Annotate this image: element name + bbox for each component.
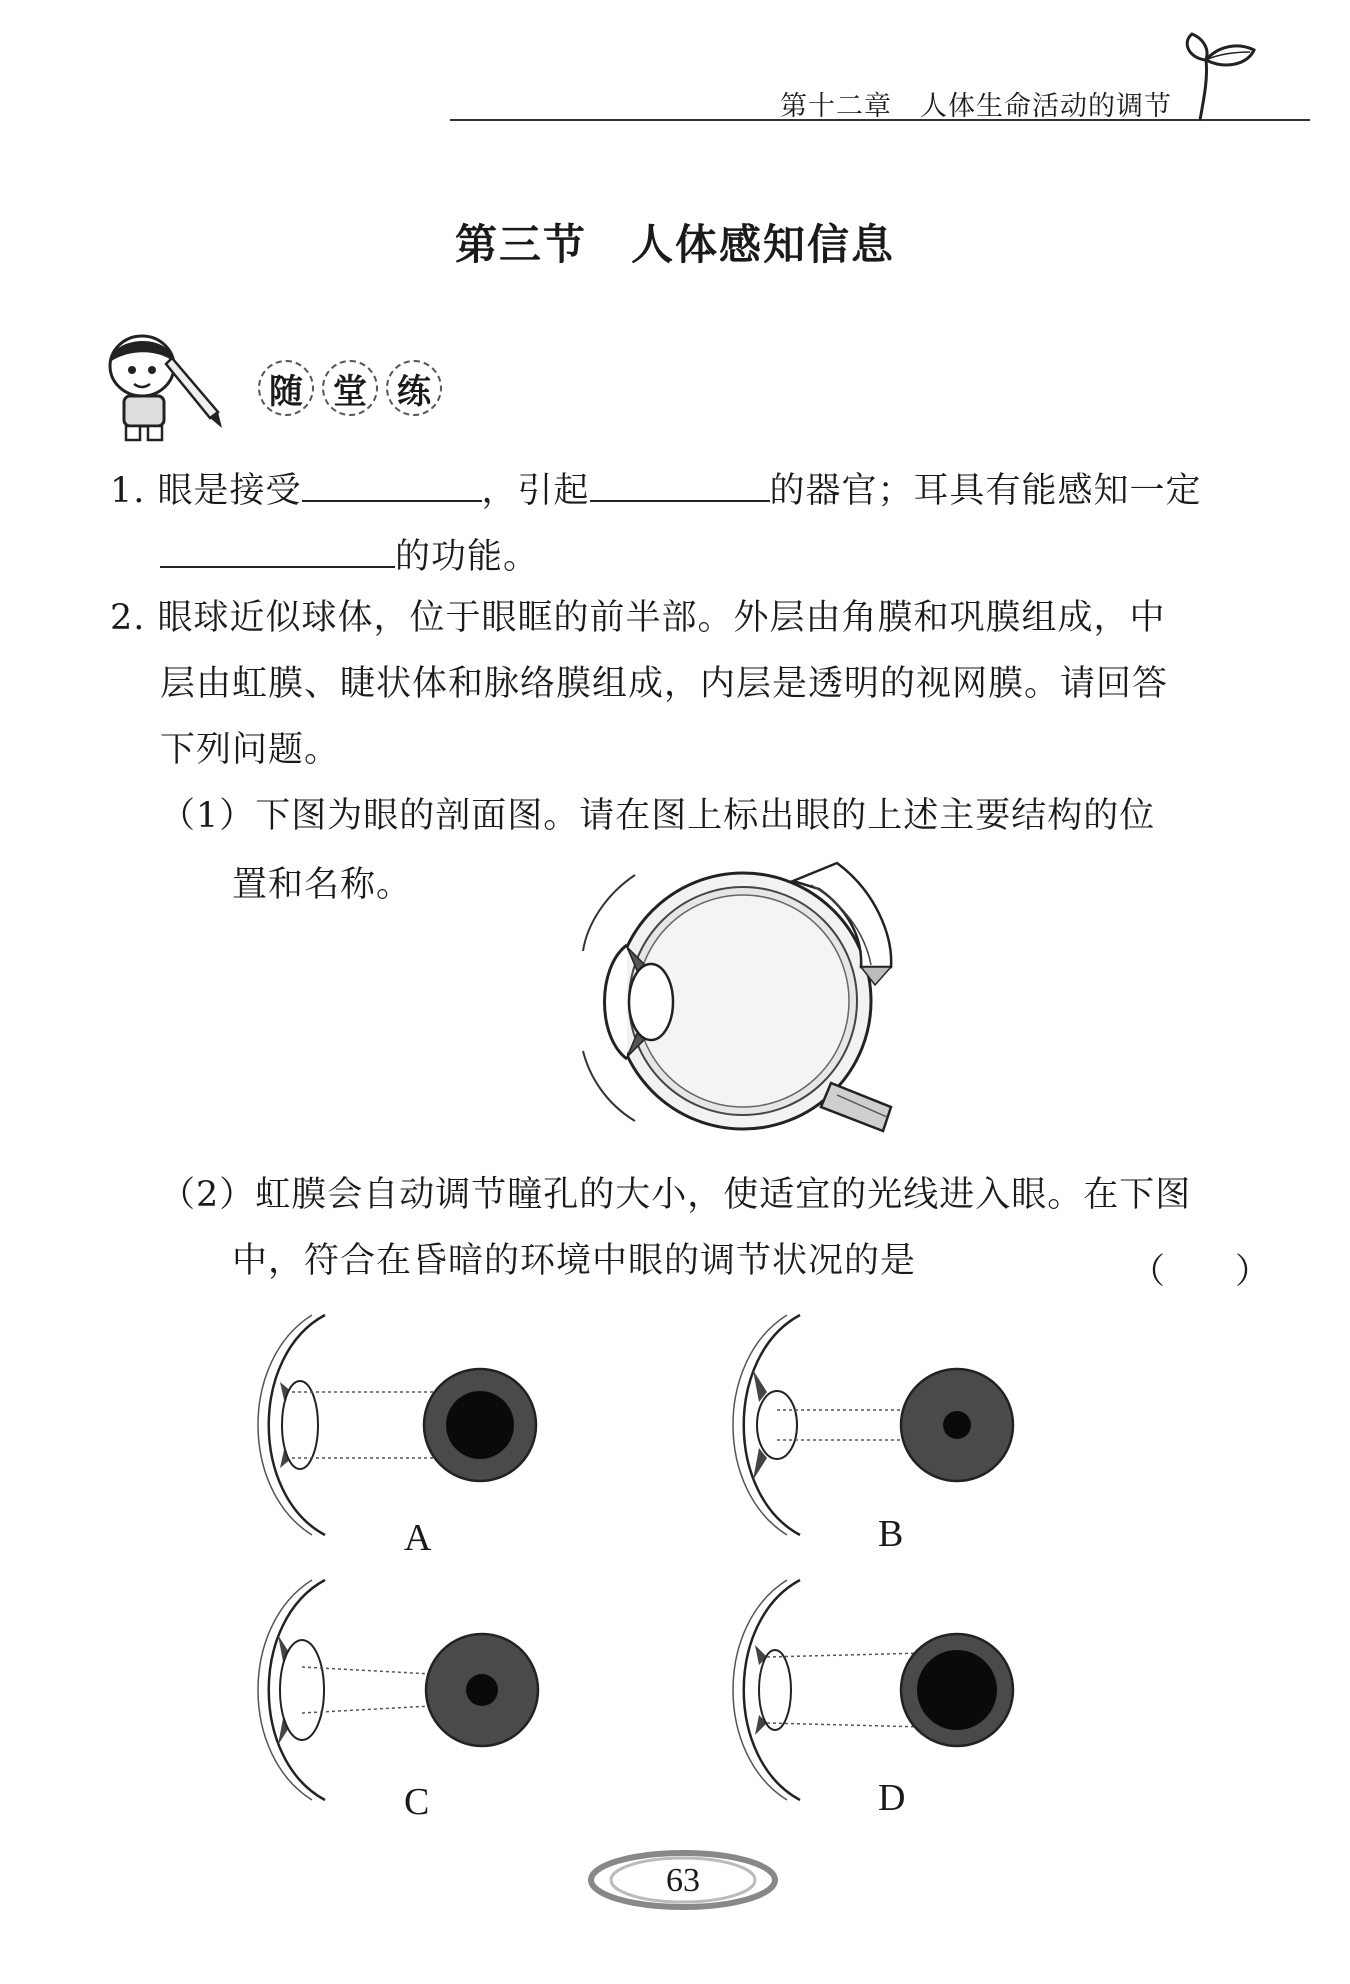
answer-blank[interactable] (302, 468, 482, 502)
q2-2-line-2: 中，符合在昏暗的环境中眼的调节状况的是 (232, 1241, 917, 1281)
pupil (446, 1391, 514, 1459)
q1-text: ，引起 (481, 471, 590, 511)
pupil (466, 1674, 498, 1706)
chapter-title: 第十二章 人体生命活动的调节 (780, 91, 1172, 122)
practice-badge: 随 (258, 360, 314, 416)
practice-badge: 堂 (322, 360, 378, 416)
pupil (917, 1650, 997, 1730)
option-c-diagram[interactable] (230, 1575, 550, 1805)
q1-text: 的功能。 (395, 537, 540, 577)
page-number: 63 (666, 1862, 700, 1899)
q2-line-1: 2. 眼球近似球体，位于眼眶的前半部。外层由角膜和巩膜组成，中 (110, 598, 1166, 638)
option-d-diagram[interactable] (705, 1575, 1025, 1805)
eye-cross-section-diagram[interactable] (575, 855, 905, 1145)
option-label[interactable]: D (878, 1777, 906, 1819)
practice-badges (258, 360, 442, 416)
option-a-diagram[interactable] (230, 1310, 550, 1540)
answer-blank[interactable] (160, 534, 395, 568)
option-label[interactable]: C (404, 1781, 430, 1823)
q1-text: 的器官；耳具有能感知一定 (769, 471, 1202, 511)
q2-line-2: 层由虹膜、睫状体和脉络膜组成，内层是透明的视网膜。请回答 (160, 664, 1169, 704)
section-title: 第三节 人体感知信息 (454, 220, 895, 269)
q2-1-line-1: （1）下图为眼的剖面图。请在图上标出眼的上述主要结构的位 (160, 796, 1156, 836)
leaf-icon (1178, 28, 1268, 123)
q1-line-1 (110, 468, 1202, 509)
option-label[interactable]: A (404, 1517, 432, 1559)
q1-line-2 (160, 534, 539, 575)
q2-2-line-1: （2）虹膜会自动调节瞳孔的大小，使适宜的光线进入眼。在下图 (160, 1175, 1192, 1215)
student-mascot-icon (100, 328, 230, 443)
practice-badge: 练 (386, 360, 442, 416)
q2-line-3: 下列问题。 (160, 730, 341, 770)
option-label[interactable]: B (878, 1513, 904, 1555)
answer-choice-slot[interactable]: （ ） (1130, 1252, 1271, 1292)
pupil (943, 1411, 971, 1439)
page-number-badge (588, 1850, 778, 1910)
q1-text: 1. 眼是接受 (110, 471, 302, 511)
option-b-diagram[interactable] (705, 1310, 1025, 1540)
answer-blank[interactable] (590, 468, 770, 502)
q2-1-line-2: 置和名称。 (232, 865, 413, 905)
